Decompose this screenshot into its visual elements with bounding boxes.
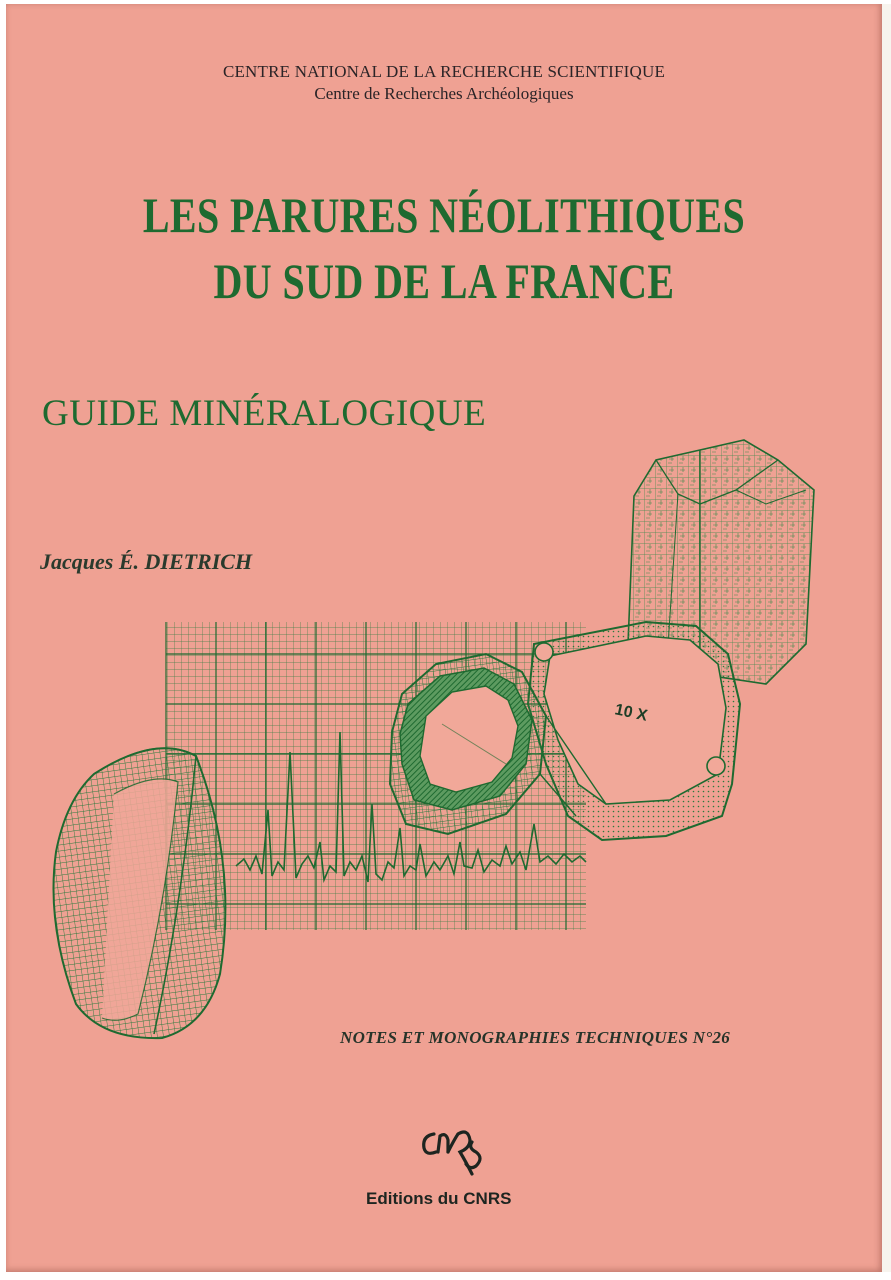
- series-name: NOTES ET MONOGRAPHIES TECHNIQUES N°26: [340, 1028, 731, 1047]
- cnrs-logo: [414, 1122, 494, 1184]
- institution-department: Centre de Recherches Archéologiques: [314, 84, 574, 103]
- loupe-magnification-label: 10 X: [613, 701, 649, 725]
- institution-name: CENTRE NATIONAL DE LA RECHERCHE SCIENTIFIQUE: [222, 62, 666, 81]
- book-subtitle: GUIDE MINÉRALOGIQUE: [42, 393, 487, 434]
- publisher-name: Editions du CNRS: [366, 1189, 512, 1208]
- cover-illustration: [6, 4, 882, 1272]
- book-title-line-2: DU SUD DE LA FRANCE: [213, 253, 675, 309]
- barrel-bead-drawing: [54, 748, 226, 1038]
- page-edge: [882, 4, 891, 1272]
- author-name: Jacques É. DIETRICH: [40, 549, 253, 574]
- book-cover: [6, 4, 882, 1272]
- book-title-line-1: LES PARURES NÉOLITHIQUES: [142, 187, 746, 243]
